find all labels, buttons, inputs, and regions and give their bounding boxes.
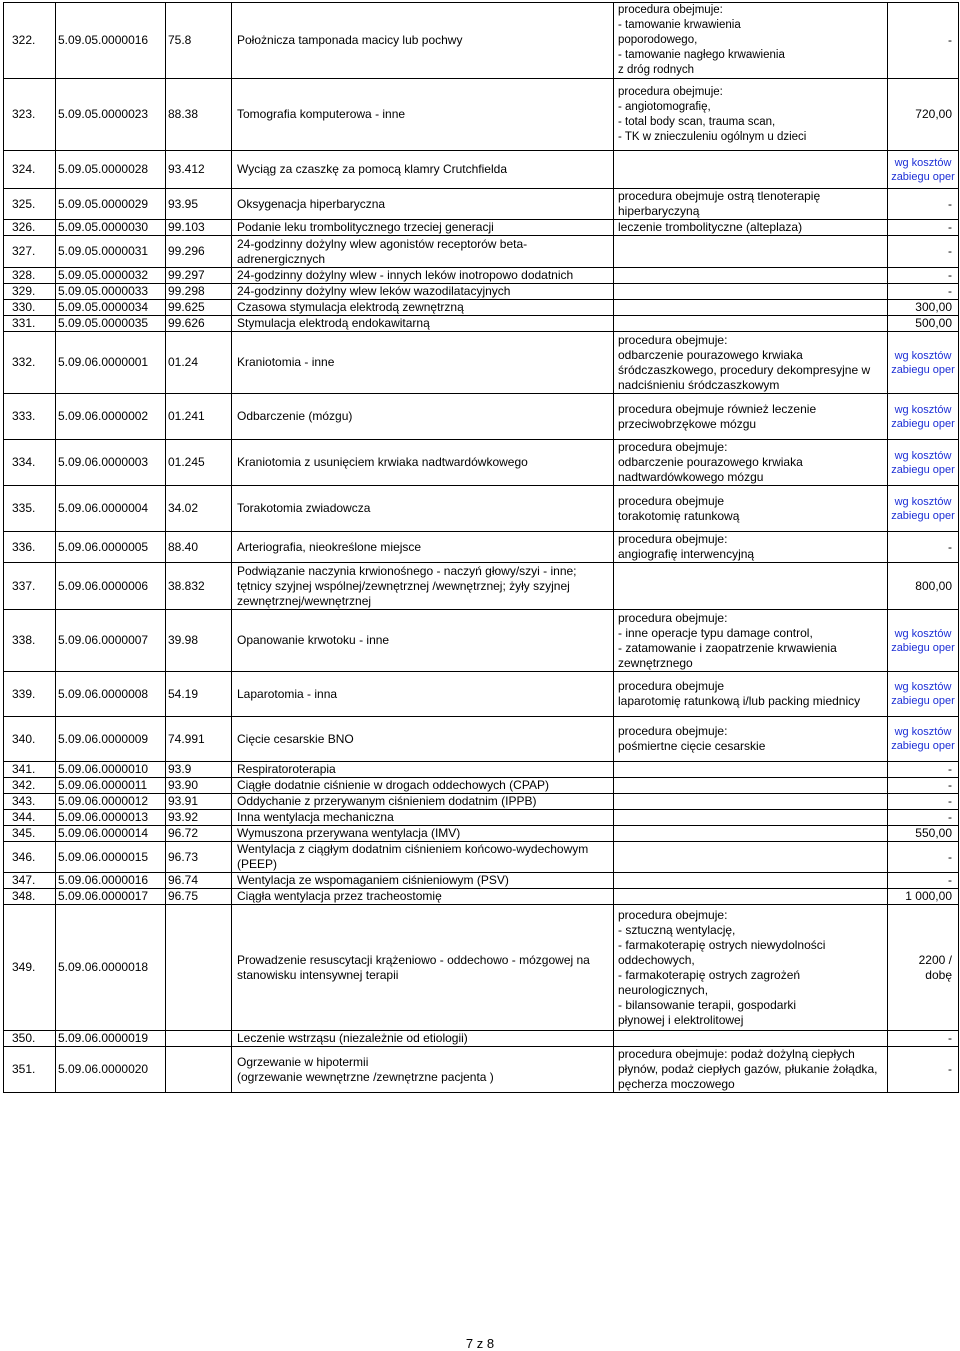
table-row	[4, 268, 959, 284]
procedure-scope: procedura obejmuje torakotomię ratunkową	[614, 486, 888, 532]
procedure-code: 5.09.05.0000016	[56, 3, 166, 79]
procedure-name: Inna wentylacja mechaniczna	[232, 810, 614, 826]
procedure-code: 5.09.06.0000005	[56, 532, 166, 563]
table-row	[4, 332, 959, 394]
procedure-code: 5.09.05.0000034	[56, 300, 166, 316]
procedure-value: -	[888, 762, 959, 778]
procedure-name: Czasowa stymulacja elektrodą zewnętrzną	[232, 300, 614, 316]
procedure-name: Ciągłe dodatnie ciśnienie w drogach oddechowych (CPAP)	[232, 778, 614, 794]
row-number: 330.	[4, 300, 56, 316]
procedure-name: Wyciąg za czaszkę za pomocą klamry Crutchfielda	[232, 151, 614, 189]
table-row	[4, 778, 959, 794]
table-row	[4, 300, 959, 316]
procedure-code: 5.09.06.0000015	[56, 842, 166, 873]
procedure-name: Podwiązanie naczynia krwionośnego - naczyń głowy/szyi - inne; tętnicy szyjnej wspólnej/zewnętrznej /wewnętrznej; żyły szyjnej zewnętrznej/wewnętrznej	[232, 563, 614, 610]
procedure-name: Położnicza tamponada macicy lub pochwy	[232, 3, 614, 79]
procedure-name: Odbarczenie (mózgu)	[232, 394, 614, 440]
icd9-code: 99.625	[166, 300, 232, 316]
procedure-code: 5.09.06.0000006	[56, 563, 166, 610]
procedure-scope: procedura obejmuje: - sztuczną wentylację, - farmakoterapię ostrych niewydolności oddechowych, - farmakoterapię ostrych zagrożeń neurologicznych, - bilansowanie terapii, gospodarki płynowej i elektrolitowej	[614, 905, 888, 1031]
procedure-name: Ciągła wentylacja przez tracheostomię	[232, 889, 614, 905]
row-number: 322.	[4, 3, 56, 79]
row-number: 329.	[4, 284, 56, 300]
procedure-value: wg kosztów zabiegu oper	[888, 717, 959, 762]
procedure-value: 2200 / dobę	[888, 905, 959, 1031]
icd9-code: 96.73	[166, 842, 232, 873]
procedure-value: -	[888, 810, 959, 826]
icd9-code: 01.245	[166, 440, 232, 486]
procedure-value: wg kosztów zabiegu oper	[888, 332, 959, 394]
table-row	[4, 316, 959, 332]
icd9-code: 74.991	[166, 717, 232, 762]
procedure-scope: procedura obejmuje laparotomię ratunkową i/lub packing miednicy	[614, 672, 888, 717]
procedure-scope: procedura obejmuje: odbarczenie pourazowego krwiaka śródczaszkowego, procedury dekompresyjne w nadciśnieniu śródczaszkowym	[614, 332, 888, 394]
procedure-scope	[614, 1031, 888, 1047]
procedure-scope	[614, 778, 888, 794]
procedure-scope	[614, 826, 888, 842]
row-number: 332.	[4, 332, 56, 394]
table-row	[4, 610, 959, 672]
icd9-code	[166, 1031, 232, 1047]
procedure-scope	[614, 284, 888, 300]
row-number: 327.	[4, 236, 56, 268]
procedure-name: 24-godzinny dożylny wlew - innych leków inotropowo dodatnich	[232, 268, 614, 284]
icd9-code: 38.832	[166, 563, 232, 610]
icd9-code: 99.103	[166, 220, 232, 236]
procedure-value: -	[888, 842, 959, 873]
procedure-code: 5.09.06.0000001	[56, 332, 166, 394]
row-number: 335.	[4, 486, 56, 532]
icd9-code: 93.90	[166, 778, 232, 794]
procedure-scope: procedura obejmuje: odbarczenie pourazowego krwiaka nadtwardówkowego mózgu	[614, 440, 888, 486]
procedures-table-body	[4, 3, 959, 1093]
procedure-scope	[614, 300, 888, 316]
procedure-value: 720,00	[888, 79, 959, 151]
row-number: 341.	[4, 762, 56, 778]
row-number: 343.	[4, 794, 56, 810]
procedure-code: 5.09.06.0000009	[56, 717, 166, 762]
procedure-name: 24-godzinny dożylny wlew agonistów receptorów beta-adrenergicznych	[232, 236, 614, 268]
procedure-name: Opanowanie krwotoku - inne	[232, 610, 614, 672]
row-number: 331.	[4, 316, 56, 332]
procedure-name: Stymulacja elektrodą endokawitarną	[232, 316, 614, 332]
icd9-code: 99.626	[166, 316, 232, 332]
procedure-scope: leczenie trombolityczne (alteplaza)	[614, 220, 888, 236]
procedure-value: 300,00	[888, 300, 959, 316]
procedure-value: -	[888, 268, 959, 284]
procedure-code: 5.09.06.0000014	[56, 826, 166, 842]
row-number: 347.	[4, 873, 56, 889]
row-number: 334.	[4, 440, 56, 486]
procedure-scope	[614, 810, 888, 826]
procedure-value: -	[888, 220, 959, 236]
procedure-scope	[614, 316, 888, 332]
row-number: 342.	[4, 778, 56, 794]
table-row	[4, 873, 959, 889]
procedure-code: 5.09.05.0000035	[56, 316, 166, 332]
procedure-scope: procedura obejmuje: angiografię interwencyjną	[614, 532, 888, 563]
row-number: 324.	[4, 151, 56, 189]
row-number: 325.	[4, 189, 56, 220]
icd9-code: 54.19	[166, 672, 232, 717]
table-row	[4, 889, 959, 905]
procedure-code: 5.09.06.0000008	[56, 672, 166, 717]
procedure-scope	[614, 762, 888, 778]
row-number: 339.	[4, 672, 56, 717]
procedure-value: -	[888, 778, 959, 794]
row-number: 326.	[4, 220, 56, 236]
procedure-code: 5.09.06.0000012	[56, 794, 166, 810]
icd9-code: 96.74	[166, 873, 232, 889]
procedure-value: -	[888, 1031, 959, 1047]
procedure-name: Respiratoroterapia	[232, 762, 614, 778]
procedure-scope: procedura obejmuje: - angiotomografię, - total body scan, trauma scan, - TK w znieczuleniu ogólnym u dzieci	[614, 79, 888, 151]
procedure-scope	[614, 794, 888, 810]
icd9-code: 34.02	[166, 486, 232, 532]
procedure-code: 5.09.06.0000010	[56, 762, 166, 778]
procedure-code: 5.09.06.0000007	[56, 610, 166, 672]
row-number: 338.	[4, 610, 56, 672]
row-number: 323.	[4, 79, 56, 151]
procedure-scope	[614, 842, 888, 873]
procedure-name: Ogrzewanie w hipotermii (ogrzewanie wewnętrzne /zewnętrzne pacjenta )	[232, 1047, 614, 1093]
procedure-name: 24-godzinny dożylny wlew leków wazodilatacyjnych	[232, 284, 614, 300]
procedure-scope: procedura obejmuje: - tamowanie krwawienia poporodowego, - tamowanie nagłego krwawienia z dróg rodnych	[614, 3, 888, 79]
row-number: 345.	[4, 826, 56, 842]
procedure-value: wg kosztów zabiegu oper	[888, 610, 959, 672]
procedure-name: Oksygenacja hiperbaryczna	[232, 189, 614, 220]
table-row	[4, 672, 959, 717]
procedure-value: -	[888, 873, 959, 889]
procedure-value: -	[888, 284, 959, 300]
procedure-value: wg kosztów zabiegu oper	[888, 440, 959, 486]
procedure-scope: procedura obejmuje również leczenie przeciwobrzękowe mózgu	[614, 394, 888, 440]
procedure-name: Wentylacja ze wspomaganiem ciśnieniowym (PSV)	[232, 873, 614, 889]
procedure-code: 5.09.05.0000032	[56, 268, 166, 284]
row-number: 328.	[4, 268, 56, 284]
procedure-code: 5.09.06.0000011	[56, 778, 166, 794]
table-row	[4, 842, 959, 873]
icd9-code: 01.24	[166, 332, 232, 394]
procedure-name: Laparotomia - inna	[232, 672, 614, 717]
procedure-code: 5.09.05.0000028	[56, 151, 166, 189]
procedure-value: 550,00	[888, 826, 959, 842]
procedure-name: Torakotomia zwiadowcza	[232, 486, 614, 532]
icd9-code: 88.40	[166, 532, 232, 563]
icd9-code: 93.91	[166, 794, 232, 810]
row-number: 348.	[4, 889, 56, 905]
procedure-code: 5.09.06.0000020	[56, 1047, 166, 1093]
procedure-code: 5.09.06.0000003	[56, 440, 166, 486]
row-number: 351.	[4, 1047, 56, 1093]
procedure-name: Arteriografia, nieokreślone miejsce	[232, 532, 614, 563]
row-number: 344.	[4, 810, 56, 826]
procedure-scope: procedura obejmuje: pośmiertne cięcie cesarskie	[614, 717, 888, 762]
procedure-scope: procedura obejmuje: podaż dożylną ciepłych płynów, podaż ciepłych gazów, płukanie żołądka, pęcherza moczowego	[614, 1047, 888, 1093]
procedure-value: wg kosztów zabiegu oper	[888, 151, 959, 189]
icd9-code: 88.38	[166, 79, 232, 151]
table-row	[4, 563, 959, 610]
icd9-code: 93.9	[166, 762, 232, 778]
procedure-code: 5.09.05.0000030	[56, 220, 166, 236]
procedure-scope: procedura obejmuje: - inne operacje typu damage control, - zatamowanie i zaopatrzenie krwawienia zewnętrznego	[614, 610, 888, 672]
table-row	[4, 284, 959, 300]
procedure-code: 5.09.05.0000031	[56, 236, 166, 268]
procedure-value: -	[888, 236, 959, 268]
table-row	[4, 486, 959, 532]
icd9-code: 99.297	[166, 268, 232, 284]
icd9-code: 96.75	[166, 889, 232, 905]
procedure-value: 1 000,00	[888, 889, 959, 905]
procedure-name: Wymuszona przerywana wentylacja (IMV)	[232, 826, 614, 842]
procedure-code: 5.09.06.0000016	[56, 873, 166, 889]
icd9-code: 93.412	[166, 151, 232, 189]
icd9-code: 01.241	[166, 394, 232, 440]
table-row	[4, 394, 959, 440]
procedure-name: Tomografia komputerowa - inne	[232, 79, 614, 151]
procedure-name: Wentylacja z ciągłym dodatnim ciśnieniem końcowo-wydechowym (PEEP)	[232, 842, 614, 873]
procedure-name: Kraniotomia - inne	[232, 332, 614, 394]
procedure-value: -	[888, 189, 959, 220]
procedure-code: 5.09.05.0000033	[56, 284, 166, 300]
icd9-code: 39.98	[166, 610, 232, 672]
table-row	[4, 717, 959, 762]
icd9-code: 93.92	[166, 810, 232, 826]
table-row	[4, 220, 959, 236]
procedure-value: wg kosztów zabiegu oper	[888, 394, 959, 440]
icd9-code: 99.298	[166, 284, 232, 300]
row-number: 349.	[4, 905, 56, 1031]
procedure-scope	[614, 268, 888, 284]
procedure-code: 5.09.06.0000002	[56, 394, 166, 440]
procedure-code: 5.09.06.0000004	[56, 486, 166, 532]
row-number: 346.	[4, 842, 56, 873]
procedure-value: wg kosztów zabiegu oper	[888, 486, 959, 532]
procedure-value: -	[888, 532, 959, 563]
procedure-name: Leczenie wstrząsu (niezależnie od etiologii)	[232, 1031, 614, 1047]
row-number: 333.	[4, 394, 56, 440]
table-row	[4, 151, 959, 189]
row-number: 337.	[4, 563, 56, 610]
procedure-name: Cięcie cesarskie BNO	[232, 717, 614, 762]
procedure-value: -	[888, 1047, 959, 1093]
table-row	[4, 810, 959, 826]
table-row	[4, 762, 959, 778]
procedure-value: -	[888, 794, 959, 810]
procedure-name: Oddychanie z przerywanym ciśnieniem dodatnim (IPPB)	[232, 794, 614, 810]
table-row	[4, 1047, 959, 1093]
procedure-scope	[614, 151, 888, 189]
procedure-code: 5.09.06.0000018	[56, 905, 166, 1031]
table-row	[4, 826, 959, 842]
icd9-code: 93.95	[166, 189, 232, 220]
procedure-value: wg kosztów zabiegu oper	[888, 672, 959, 717]
icd9-code: 96.72	[166, 826, 232, 842]
procedure-name: Podanie leku trombolitycznego trzeciej generacji	[232, 220, 614, 236]
procedure-value: -	[888, 3, 959, 79]
table-row	[4, 236, 959, 268]
procedure-value: 800,00	[888, 563, 959, 610]
table-row	[4, 532, 959, 563]
procedure-code: 5.09.06.0000017	[56, 889, 166, 905]
row-number: 336.	[4, 532, 56, 563]
procedure-name: Prowadzenie resuscytacji krążeniowo - oddechowo - mózgowej na stanowisku intensywnej terapii	[232, 905, 614, 1031]
procedure-scope	[614, 889, 888, 905]
table-row	[4, 905, 959, 1031]
table-row	[4, 79, 959, 151]
table-row	[4, 794, 959, 810]
icd9-code: 99.296	[166, 236, 232, 268]
row-number: 340.	[4, 717, 56, 762]
procedure-scope: procedura obejmuje ostrą tlenoterapię hiperbaryczyną	[614, 189, 888, 220]
icd9-code	[166, 1047, 232, 1093]
procedure-code: 5.09.05.0000023	[56, 79, 166, 151]
procedure-scope	[614, 873, 888, 889]
procedure-code: 5.09.06.0000019	[56, 1031, 166, 1047]
procedure-value: 500,00	[888, 316, 959, 332]
icd9-code: 75.8	[166, 3, 232, 79]
row-number: 350.	[4, 1031, 56, 1047]
procedure-scope	[614, 563, 888, 610]
procedure-name: Kraniotomia z usunięciem krwiaka nadtwardówkowego	[232, 440, 614, 486]
procedure-code: 5.09.06.0000013	[56, 810, 166, 826]
table-row	[4, 1031, 959, 1047]
page-number: 7 z 8	[465, 1336, 495, 1351]
icd9-code	[166, 905, 232, 1031]
table-row	[4, 440, 959, 486]
procedure-scope	[614, 236, 888, 268]
procedures-table	[3, 2, 959, 1093]
table-row	[4, 3, 959, 79]
table-row	[4, 189, 959, 220]
procedure-code: 5.09.05.0000029	[56, 189, 166, 220]
